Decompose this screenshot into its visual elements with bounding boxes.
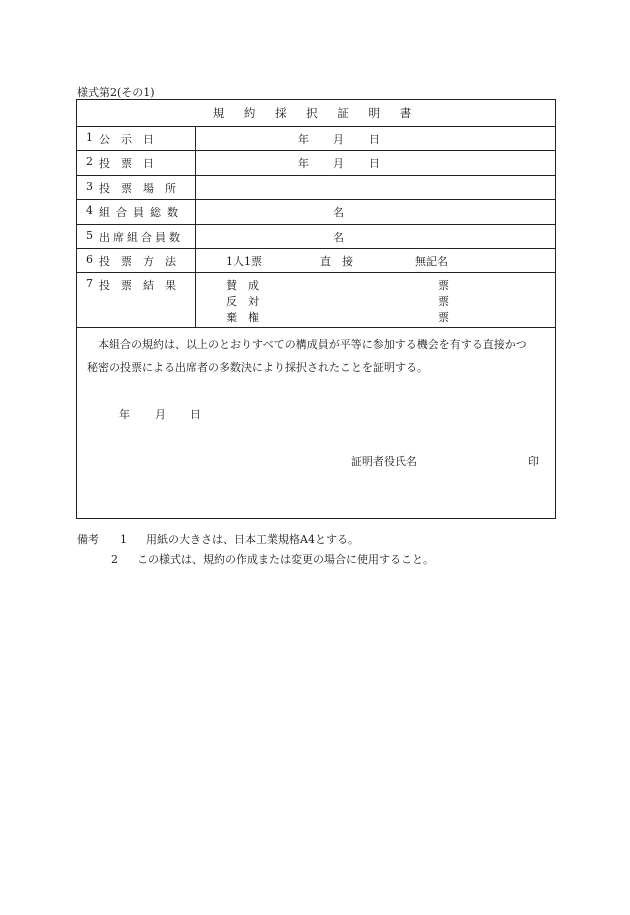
row-divider: [77, 126, 555, 127]
cert-month-unit: 月: [155, 408, 166, 421]
certificate-form: [76, 99, 556, 519]
remarks-item-2-text: この様式は、規約の作成または変更の場合に使用すること。: [137, 553, 434, 566]
row-number: 4: [86, 204, 93, 217]
row-number: 2: [86, 155, 93, 168]
row-divider: [77, 248, 555, 249]
cert-day-unit: 日: [190, 408, 201, 421]
row-label-voting-date: 投 票 日: [99, 157, 154, 170]
year-unit: 年: [298, 133, 309, 146]
form-number-label: 様式第2(その1): [77, 86, 155, 99]
remarks-item-1-number: 1: [120, 533, 127, 546]
year-unit: 年: [298, 157, 309, 170]
remarks-heading: 備考: [77, 533, 99, 546]
row-label-attending-members: 出席組合員数: [99, 231, 183, 244]
result-oppose-unit: 票: [438, 295, 449, 308]
row-number: 3: [86, 180, 93, 193]
result-oppose-label: 反 対: [226, 295, 259, 308]
remarks-item-1: [77, 530, 434, 550]
row-number: 6: [86, 253, 93, 266]
remarks-item-1-text: 用紙の大きさは、日本工業規格A4とする。: [146, 533, 359, 546]
row-divider: [77, 150, 555, 151]
row-number: 1: [86, 131, 93, 144]
form-title: 規 約 採 択 証 明 書: [212, 106, 420, 120]
count-unit: 名: [333, 206, 344, 219]
cert-year-unit: 年: [119, 408, 130, 421]
row-divider: [77, 224, 555, 225]
count-unit: 名: [333, 231, 344, 244]
method-direct: 直 接: [320, 255, 353, 268]
result-abstain-unit: 票: [438, 311, 449, 324]
row-label-notice-date: 公 示 日: [99, 133, 154, 146]
row-number: 5: [86, 229, 93, 242]
signature-label: 証明者役氏名: [351, 455, 417, 468]
row-number: 7: [86, 277, 93, 290]
certification-text-line-1: 本組合の規約は、以上のとおりすべての構成員が平等に参加する機会を有する直接かつ: [98, 338, 527, 351]
method-secret: 無記名: [415, 255, 448, 268]
result-approve-label: 賛 成: [226, 279, 259, 292]
day-unit: 日: [369, 157, 380, 170]
row-divider: [77, 199, 555, 200]
day-unit: 日: [369, 133, 380, 146]
result-approve-unit: 票: [438, 279, 449, 292]
remarks: [77, 530, 434, 570]
result-abstain-label: 棄 権: [226, 311, 259, 324]
month-unit: 月: [333, 157, 344, 170]
row-divider: [77, 327, 555, 328]
remarks-item-2-number: 2: [111, 553, 118, 566]
certification-text-line-2: 秘密の投票による出席者の多数決により採択されたことを証明する。: [87, 361, 428, 374]
remarks-item-2: [77, 550, 434, 570]
row-label-total-members: 組合員総数: [99, 206, 184, 219]
row-label-voting-method: 投票方法: [99, 255, 187, 268]
month-unit: 月: [333, 133, 344, 146]
row-label-voting-result: 投票結果: [99, 279, 187, 292]
seal-mark: 印: [528, 455, 539, 468]
row-label-voting-place: 投票場所: [99, 182, 187, 195]
row-divider: [77, 272, 555, 273]
column-divider: [195, 126, 196, 327]
method-one-vote: 1人1票: [226, 255, 262, 268]
row-divider: [77, 175, 555, 176]
